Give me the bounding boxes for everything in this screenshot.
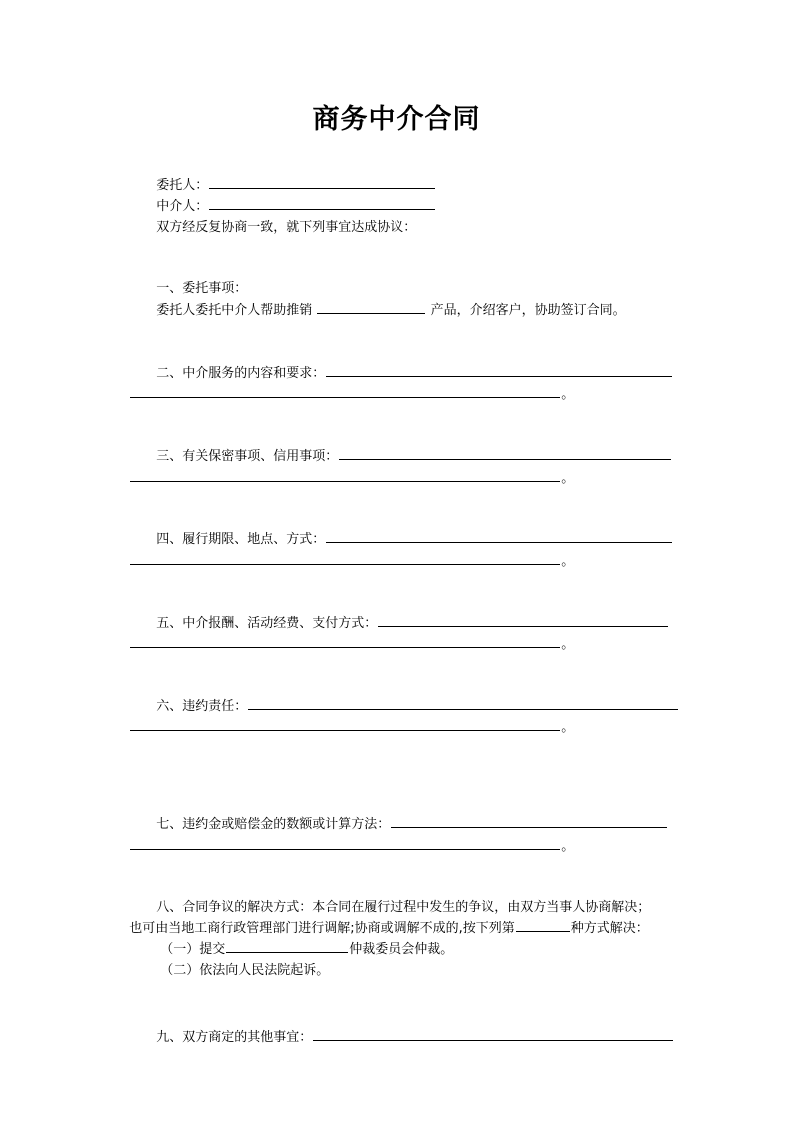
agent-line: [148, 177, 436, 214]
section-9-line-1: [148, 1008, 674, 1045]
section-4-line-1: [148, 510, 673, 547]
section-3-line-1: [148, 427, 672, 464]
agent-label: 中介人：: [156, 199, 209, 214]
section-6-line-1: [148, 677, 679, 714]
section-7-line-2: [121, 817, 575, 854]
section-5-heading: 五、中介报酬、活动经费、支付方式：: [156, 616, 378, 631]
option-2-text: （二）依法向人民法院起诉。: [160, 963, 330, 978]
section-1-text-a: 委托人委托中介人帮助推销: [156, 303, 313, 318]
section-1-heading: [148, 259, 248, 296]
option-1-prefix: （一）提交: [160, 942, 226, 957]
section-6-line-2: [121, 698, 575, 735]
section-2-heading: 二、中介服务的内容和要求：: [156, 366, 326, 381]
section-4-line-2: [121, 532, 575, 569]
period: 。: [561, 839, 575, 854]
period: 。: [561, 720, 575, 735]
section-2-blank-2[interactable]: [130, 385, 560, 398]
section-4-blank-2[interactable]: [130, 552, 560, 565]
section-3-blank-2[interactable]: [130, 469, 560, 482]
section-6-blank-2[interactable]: [130, 718, 560, 731]
section-8-option-2: [152, 941, 330, 978]
section-2-line-1: [148, 344, 673, 381]
section-1-heading-text: 一、委托事项：: [156, 281, 248, 296]
intro-text: 双方经反复协商一致，就下列事宜达成协议：: [156, 220, 417, 235]
section-8-option-1: [152, 920, 454, 957]
period: 。: [561, 554, 575, 569]
section-8-text-2a: 也可由当地工商行政管理部门进行调解;协商或调解不成的,按下列第: [129, 921, 515, 936]
section-8-text-2b: 种方式解决：: [570, 921, 649, 936]
client-line: [148, 156, 436, 193]
section-3-heading: 三、有关保密事项、信用事项：: [156, 449, 339, 464]
section-5-blank-2[interactable]: [130, 635, 560, 648]
section-1-text-b: 产品，介绍客户，协助签订合同。: [430, 303, 626, 318]
section-6-heading: 六、违约责任：: [156, 699, 248, 714]
period: 。: [561, 471, 575, 486]
section-7-blank-2[interactable]: [130, 837, 560, 850]
section-8-line-2: [121, 899, 649, 936]
section-9-blank-1[interactable]: [313, 1028, 673, 1041]
section-9-heading: 九、双方商定的其他事宜：: [156, 1030, 313, 1045]
period: 。: [561, 387, 575, 402]
section-5-line-2: [121, 615, 575, 652]
client-label: 委托人：: [156, 178, 209, 193]
section-7-heading: 七、违约金或赔偿金的数额或计算方法：: [156, 817, 391, 832]
section-7-line-1: [148, 795, 668, 832]
section-8-text-1: 八、合同争议的解决方式：本合同在履行过程中发生的争议，由双方当事人协商解决；: [156, 900, 651, 915]
product-blank[interactable]: [317, 301, 425, 314]
page-title: 商务中介合同: [312, 104, 481, 135]
section-8-line-1: [148, 878, 651, 915]
section-3-line-2: [121, 449, 575, 486]
section-1-text: [148, 281, 626, 318]
section-4-heading: 四、履行期限、地点、方式：: [156, 532, 326, 547]
method-number-blank[interactable]: [516, 919, 570, 932]
period: 。: [561, 637, 575, 652]
intro-line: [148, 198, 417, 235]
section-5-line-1: [148, 594, 669, 631]
option-1-suffix: 仲裁委员会仲裁。: [349, 942, 454, 957]
section-2-line-2: [121, 365, 575, 402]
